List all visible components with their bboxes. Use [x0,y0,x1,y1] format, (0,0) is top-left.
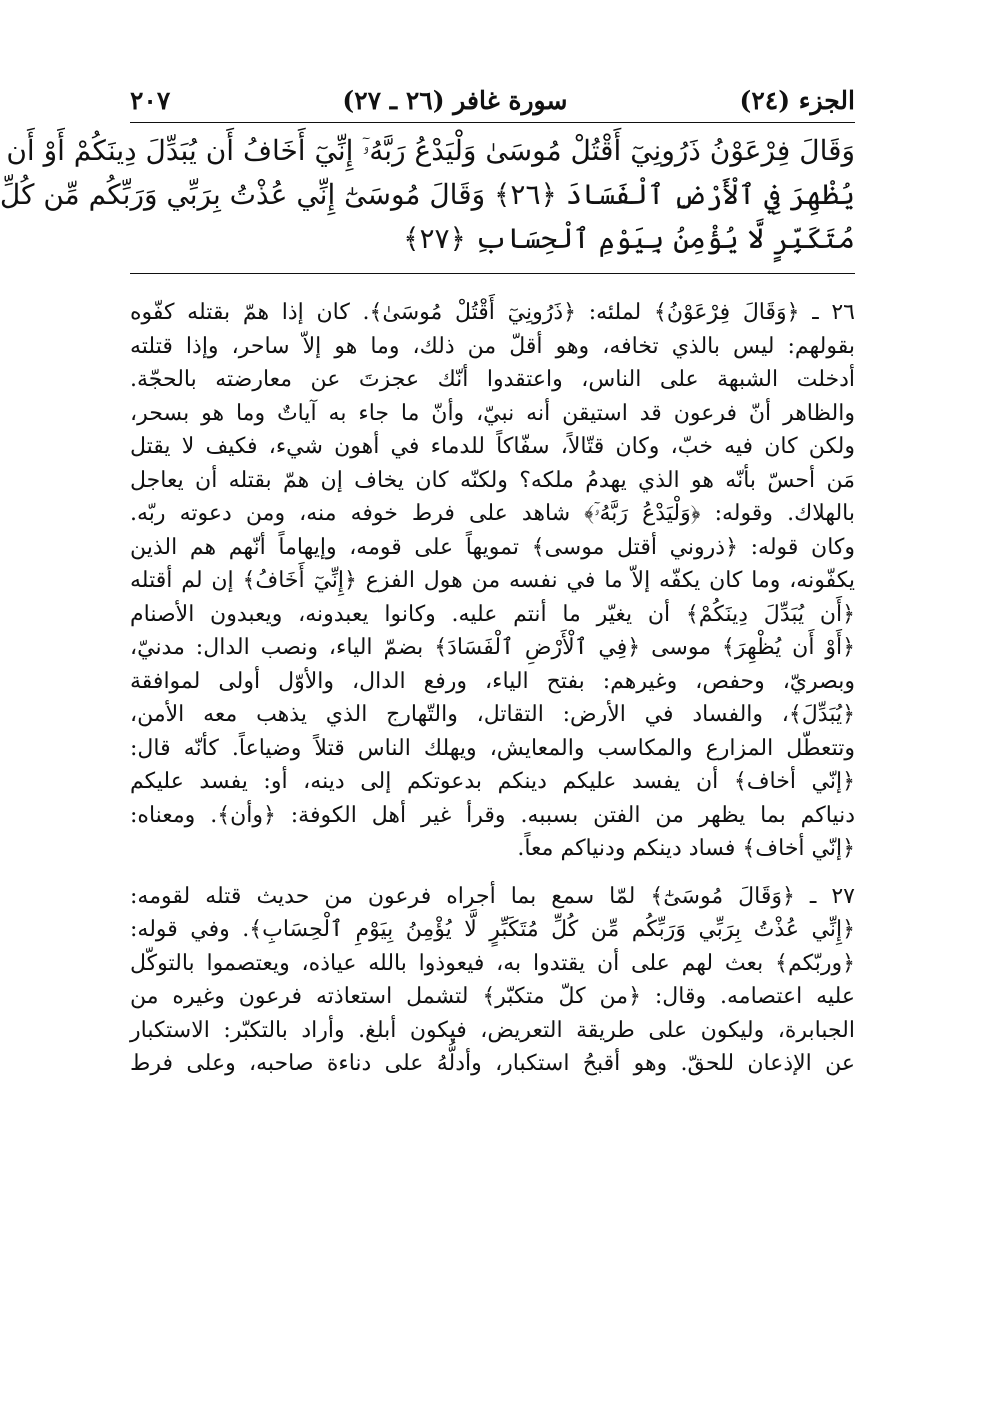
quran-line: مُتَكَبِّرٍ لَّا يُؤْمِنُ بِيَوْمِ ٱلْحِسَابِ ﴿٢٧﴾ [403,222,855,255]
commentary-verse-27 [130,880,855,1081]
page-number: ٢٠٧ [130,85,171,115]
text-line: وبصريّ، وحفص، وغيرهم: بفتح الياء، ورفع الدال، والأوّل أولى لموافقة [130,668,855,694]
quran-verses [0,129,855,261]
commentary-verse-26 [130,296,855,866]
page-header [130,82,855,118]
text-line: بقولهم: ليس بالذي تخافه، وهو أقلّ من ذلك، وما هو إلاّ ساحر، وإذا قتلته [130,333,855,359]
text-line: بالهلاك. وقوله: ﴿وَلْيَدْعُ رَبَّهُۥٓ﴾ شاهد على فرط خوفه منه، ومن دعوته ربّه. [130,501,855,526]
part-label: الجزء (٢٤) [739,85,855,115]
text-line: ﴿إِنِّي عُذْتُ بِرَبِّي وَرَبِّكُم مِّن كُلِّ مُتَكَبِّرٍ لَّا يُؤْمِنُ بِيَوْمِ ٱلْحِسَابِ﴾. وفي قوله: [130,917,855,942]
text-line: وتتعطّل المزارع والمكاسب والمعايش، ويهلك الناس قتلاً وضياعاً. كأنّه قال: [130,735,855,761]
quran-line: وَقَالَ فِرْعَوْنُ ذَرُونِيٓ أَقْتُلْ مُوسَىٰ وَلْيَدْعُ رَبَّهُۥٓ إِنِّيٓ أَخَافُ أَن يُبَدِّلَ دِينَكُمْ أَوْ أَن [6,134,855,167]
text-line: ﴿وربّكم﴾ بعث لهم على أن يقتدوا به، فيعوذوا بالله عياذه، ويعتصموا بالتوكّل [130,950,855,976]
text-line: ﴿إنّي أخاف﴾ أن يفسد عليكم دينكم بدعوتكم إلى دينه، أو: يفسد عليكم [130,769,855,794]
text-line: ٢٦ ـ ﴿وَقَالَ فِرْعَوْنُ﴾ لملئه: ﴿ذَرُونِيٓ أَقْتُلْ مُوسَىٰ﴾. كان إذا همّ بقتله كفّوه [130,300,855,325]
text-line: يكفّونه، وما كان يكفّه إلاّ ما في نفسه من هول الفزع ﴿إِنِّيٓ أَخَافُ﴾ إن لم أقتله [130,568,855,593]
commentary [130,296,855,1081]
page [0,82,855,1081]
text-line: عليه اعتصامه. وقال: ﴿من كلّ متكبّر﴾ لتشمل استعاذته فرعون وغيره من [130,984,855,1009]
text-line: ٢٧ ـ ﴿وَقَالَ مُوسَىٰٓ﴾ لمّا سمع بما أجراه فرعون من حديث قتله لقومه: [130,883,855,909]
surah-title: سورة غافر (٢٦ ـ ٢٧) [342,85,568,115]
text-line: أدخلت الشبهة على الناس، واعتقدوا أنّك عجزتَ عن معارضته بالحجّة. [130,367,855,392]
text-line: ﴿أَن يُبَدِّلَ دِينَكُمْ﴾ أن يغيّر ما أنتم عليه. وكانوا يعبدونه، ويعبدون الأصنام [130,601,855,627]
text-line: وكان قوله: ﴿ذروني أقتل موسى﴾ تمويهاً على قومه، وإيهاماً أنّهم هم الذين [130,534,855,560]
text-line: الجبابرة، وليكون على طريقة التعريض، فيكون أبلغ. وأراد بالتكبّر: الاستكبار [130,1017,855,1043]
text-line: مَن أحسّ بأنّه هو الذي يهدمُ ملكه؟ ولكنّه كان يخاف إن همّ بقتله أن يعاجل [130,467,855,493]
text-line: ﴿إنّي أخاف﴾ فساد دينكم ودنياكم معاً. [517,836,855,861]
header-rule [130,122,855,123]
text-line: ﴿أَوْ أَن يُظْهِرَ﴾ موسى ﴿فِي ٱلْأَرْضِ ٱلْفَسَادَ﴾ بضمّ الياء، ونصب الدال: مدنيّ، [130,635,855,660]
text-line: دنياكم بما يظهر من الفتن بسببه. وقرأ غير أهل الكوفة: ﴿وأن﴾. ومعناه: [130,802,855,828]
text-line: ﴿يُبَدِّلَ﴾، والفساد في الأرض: التقاتل، والتّهارج الذي يذهب معه الأمن، [130,702,855,727]
text-line: والظاهر أنّ فرعون قد استيقن أنه نبيّ، وأنّ ما جاء به آياتٌ وما هو بسحر، [130,400,855,426]
quran-line: يُظْهِرَ فِي ٱلْأَرْضِ ٱلْفَسَادَ ﴿٢٦﴾ وَقَالَ مُوسَىٰٓ إِنِّي عُذْتُ بِرَبِّي وَرَبِّكُم مِّن كُلِّ [0,178,855,211]
text-line: ولكن كان فيه خبّ، وكان قتّالاً، سفّاكاً للدماء في أهون شيء، فكيف لا يقتل [130,434,855,459]
text-line: عن الإذعان للحقّ. وهو أقبحُ استكبار، وأدلُّهُ على دناءة صاحبه، وعلى فرط [130,1051,855,1076]
